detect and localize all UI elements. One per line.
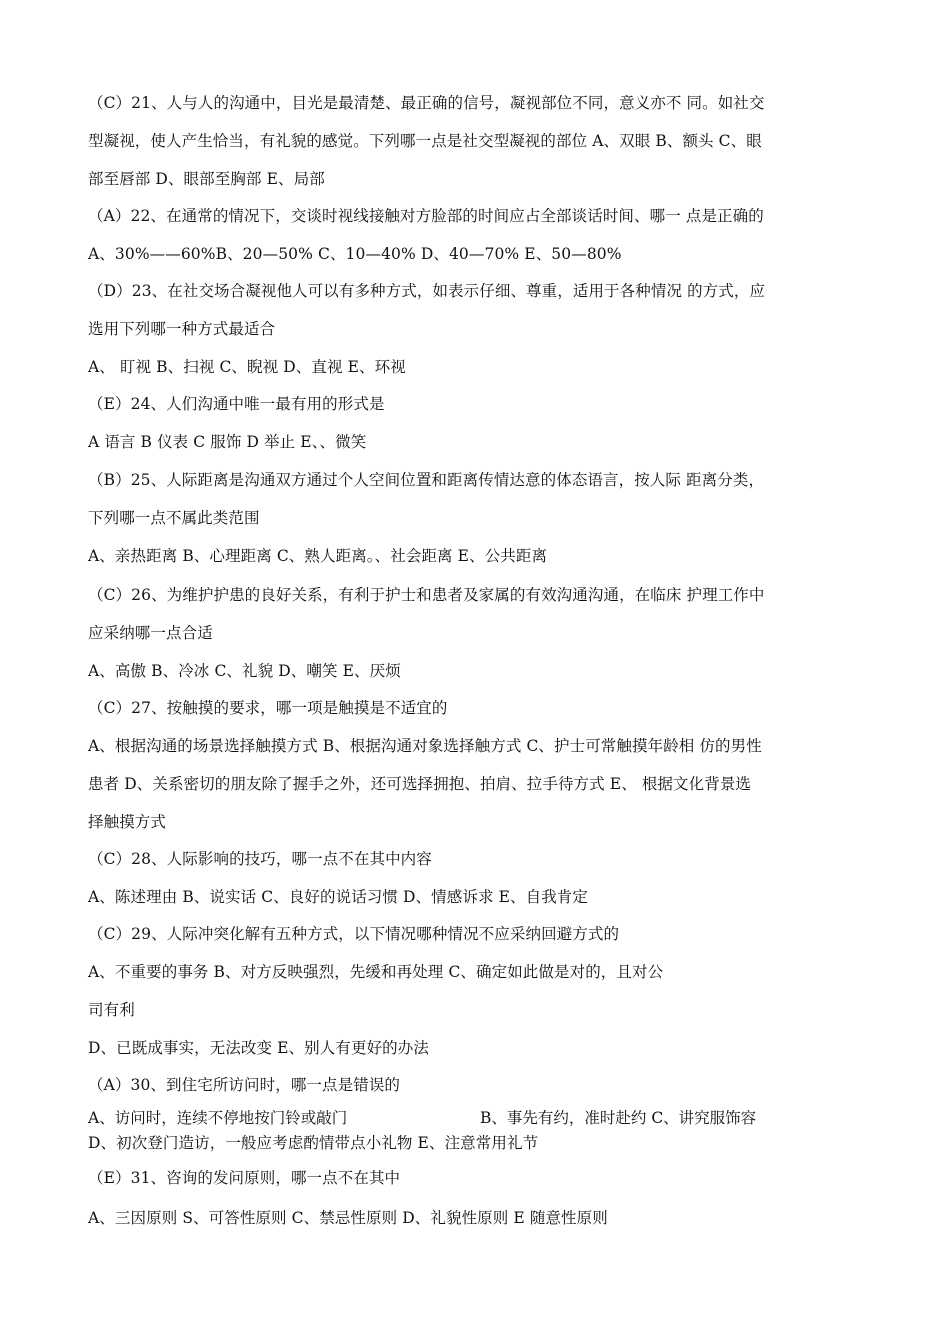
q29-options-3: D、已既成事实，无法改变 E、别人有更好的办法 bbox=[88, 1039, 429, 1057]
q26-line-2: 应采纳哪一点合适 bbox=[88, 624, 213, 642]
q26-line-1: （C）26、为维护护患的良好关系，有利于护士和患者及家属的有效沟通沟通，在临床 护理工作中 bbox=[88, 586, 765, 604]
q30-option-a: A、访问时，连续不停地按门铃或敲门 bbox=[88, 1109, 348, 1127]
q31-line-1: （E）31、咨询的发问原则，哪一点不在其中 bbox=[88, 1169, 401, 1187]
q29-line-1: （C）29、人际冲突化解有五种方式，以下情况哪种情况不应采纳回避方式的 bbox=[88, 925, 620, 943]
q29-options-1: A、不重要的事务 B、对方反映强烈，先缓和再处理 C、确定如此做是对的，且对公 bbox=[88, 963, 664, 981]
q28-line-1: （C）28、人际影响的技巧，哪一点不在其中内容 bbox=[88, 850, 432, 868]
q26-options: A、高傲 B、冷冰 C、礼貌 D、嘲笑 E、厌烦 bbox=[88, 662, 401, 680]
q21-line-2: 型凝视，使人产生恰当，有礼貌的感觉。下列哪一点是社交型凝视的部位 A、双眼 B、额头 C、眼 bbox=[88, 132, 762, 150]
q30-options-2: D、初次登门造访，一般应考虑酌情带点小礼物 E、注意常用礼节 bbox=[88, 1134, 539, 1152]
q27-options-3: 择触摸方式 bbox=[88, 813, 167, 831]
q27-options-1: A、根据沟通的场景选择触摸方式 B、根据沟通对象选择触方式 C、护士可常触摸年龄相 仿的男性 bbox=[88, 737, 762, 755]
q22-line-1: （A）22、在通常的情况下，交谈时视线接触对方脸部的时间应占全部谈话时间、哪一 点是正确的 bbox=[88, 207, 764, 225]
q22-options: A、30%——60%B、20—50% C、10—40% D、40—70% E、50—80% bbox=[88, 245, 622, 263]
q21-line-1: （C）21、人与人的沟通中，目光是最清楚、最正确的信号，凝视部位不同，意义亦不 同。如社交 bbox=[88, 94, 765, 112]
q27-options-2: 患者 D、关系密切的朋友除了握手之外，还可选择拥抱、拍肩、拉手待方式 E、 根据文化背景选 bbox=[88, 775, 752, 793]
q23-options: A、 盯视 B、扫视 C、睨视 D、直视 E、环视 bbox=[88, 358, 406, 376]
q24-options: A 语言 B 仪表 C 服饰 D 举止 E、、微笑 bbox=[88, 433, 367, 451]
q25-options: A、亲热距离 B、心理距离 C、熟人距离。、社会距离 E、公共距离 bbox=[88, 547, 548, 565]
q30-option-bc: B、事先有约，准时赴约 C、讲究服饰容 bbox=[480, 1109, 757, 1127]
q25-line-2: 下列哪一点不属此类范围 bbox=[88, 509, 260, 527]
q29-options-2: 司有利 bbox=[88, 1001, 135, 1019]
q28-options: A、陈述理由 B、说实话 C、良好的说话习惯 D、情感诉求 E、自我肯定 bbox=[88, 888, 588, 906]
q25-line-1: （B）25、人际距离是沟通双方通过个人空间位置和距离传情达意的体态语言，按人际 距离分类， bbox=[88, 471, 765, 489]
q27-line-1: （C）27、按触摸的要求，哪一项是触摸是不适宜的 bbox=[88, 699, 448, 717]
q23-line-1: （D）23、在社交场合凝视他人可以有多种方式，如表示仔细、尊重，适用于各种情况 的方式，应 bbox=[88, 282, 766, 300]
q21-line-3: 部至唇部 D、眼部至胸部 E、局部 bbox=[88, 170, 325, 188]
q30-line-1: （A）30、到住宅所访问时，哪一点是错误的 bbox=[88, 1076, 401, 1094]
q31-options: A、三因原则 S、可答性原则 C、禁忌性原则 D、礼貌性原则 E 随意性原则 bbox=[88, 1209, 608, 1227]
q24-line-1: （E）24、人们沟通中唯一最有用的形式是 bbox=[88, 395, 385, 413]
q23-line-2: 选用下列哪一种方式最适合 bbox=[88, 320, 276, 338]
